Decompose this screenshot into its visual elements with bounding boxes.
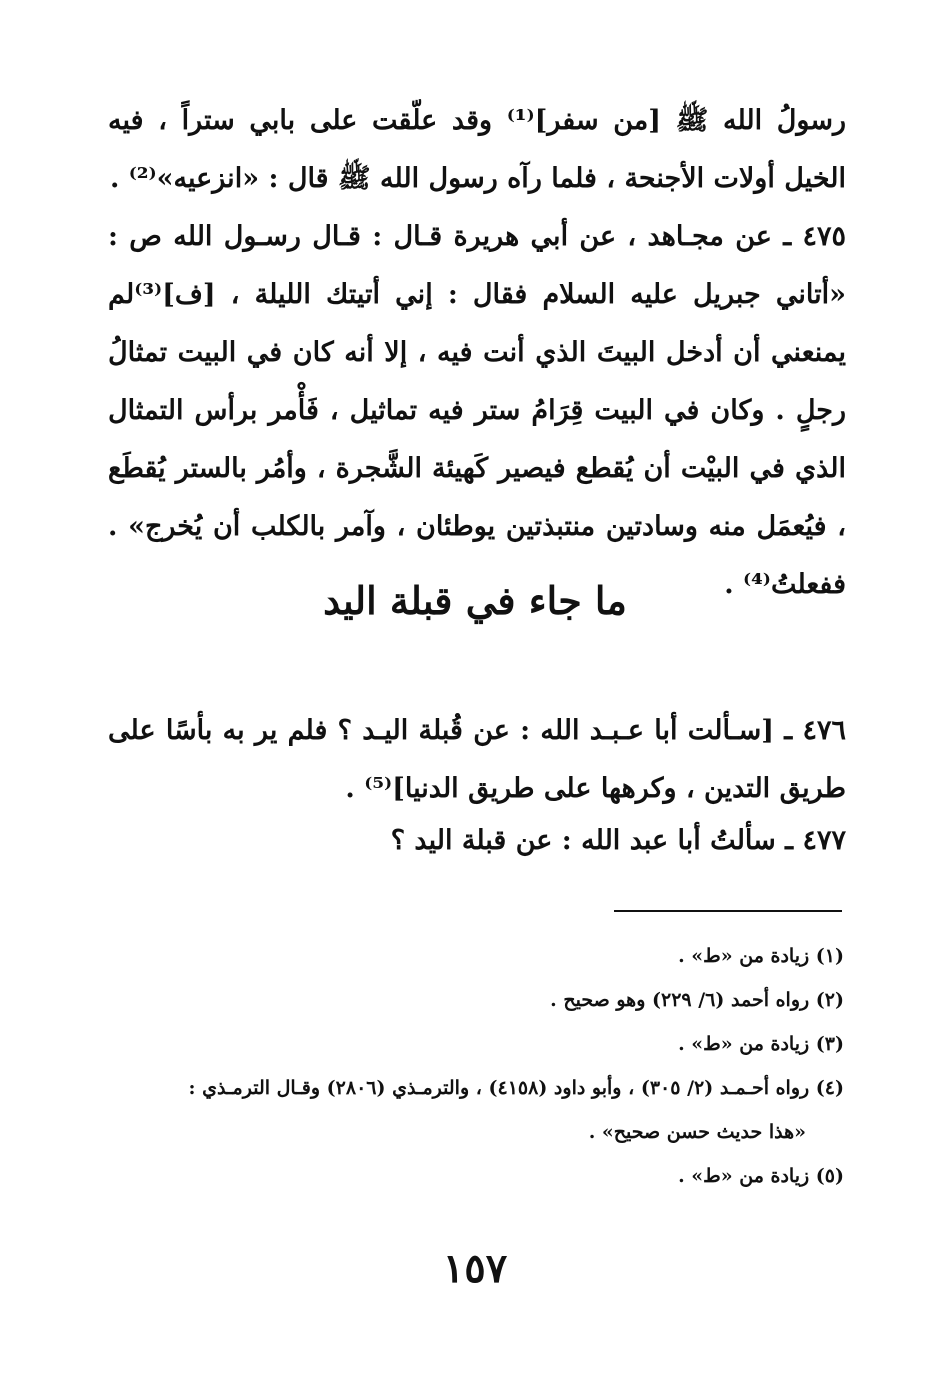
footnote-divider [614, 910, 842, 912]
paragraph-intro [108, 92, 846, 208]
paragraph-475-text: ٤٧٥ ـ عن مجـاهد ، عن أبي هريرة قـال : قـال رسـول الله ص : «أتاني جبريل عليه السلام فقال : إني أتيتك الليلة ، [ف]⁽³⁾لم يمنعني أن أدخل البيتَ الذي أنت فيه ، إلا أنه كان في البيت تمثالُ رجلٍ . وكان في البيت قِرَامُ ستر فيه تماثيل ، فَأْمر برأس التمثال الذي في البيْت أن يُقطع فيصير كَهيئة الشَّجرة ، وأمُر بالستر يُقطَع ، فيُعمَل منه وسادتين منتبذتين يوطئان ، وآمر بالكلب أن يُخرج» . ففعلتُ⁽⁴⁾ . [108, 221, 846, 600]
paragraph-476 [108, 702, 846, 818]
footnotes [108, 934, 844, 1198]
paragraph-476-text: ٤٧٦ ـ [سـألت أبا عـبـد الله : عن قُبلة اليـد ؟ فلم ير به بأسًا على طريق التدين ، وكرهها على طريق الدنيا]⁽⁵⁾ . [108, 715, 846, 804]
footnote-4: (٤) رواه أحـمـد (٢/ ٣٠٥) ، وأبو داود (٤١٥٨) ، والترمـذي (٢٨٠٦) وقـال الترمـذي : [188, 1077, 844, 1099]
paragraph-475 [108, 208, 846, 614]
paragraph-477-text: ٤٧٧ ـ سألتُ أبا عبد الله : عن قبلة اليد ؟ [390, 825, 846, 856]
footnote-5: (٥) زيادة من «ط» . [678, 1165, 844, 1187]
page-number: ١٥٧ [442, 1245, 508, 1292]
footnote-3: (٣) زيادة من «ط» . [678, 1033, 844, 1055]
paragraph-477 [108, 812, 846, 870]
paragraph-intro-text: رسولُ الله ﷺ [من سفر]⁽¹⁾ وقد علّقت على بابي ستراً ، فيه الخيل أولات الأجنحة ، فلما رآه رسول الله ﷺ قال : «انزعيه»⁽²⁾ . [108, 105, 847, 194]
footnote-2: (٢) رواه أحمد (٦/ ٢٢٩) وهو صحيح . [550, 989, 844, 1011]
footnote-4-continuation: «هذا حديث حسن صحيح» . [588, 1121, 806, 1143]
section-heading: ما جاء في قبلة اليد [323, 578, 627, 623]
footnote-1: (١) زيادة من «ط» . [678, 945, 844, 967]
